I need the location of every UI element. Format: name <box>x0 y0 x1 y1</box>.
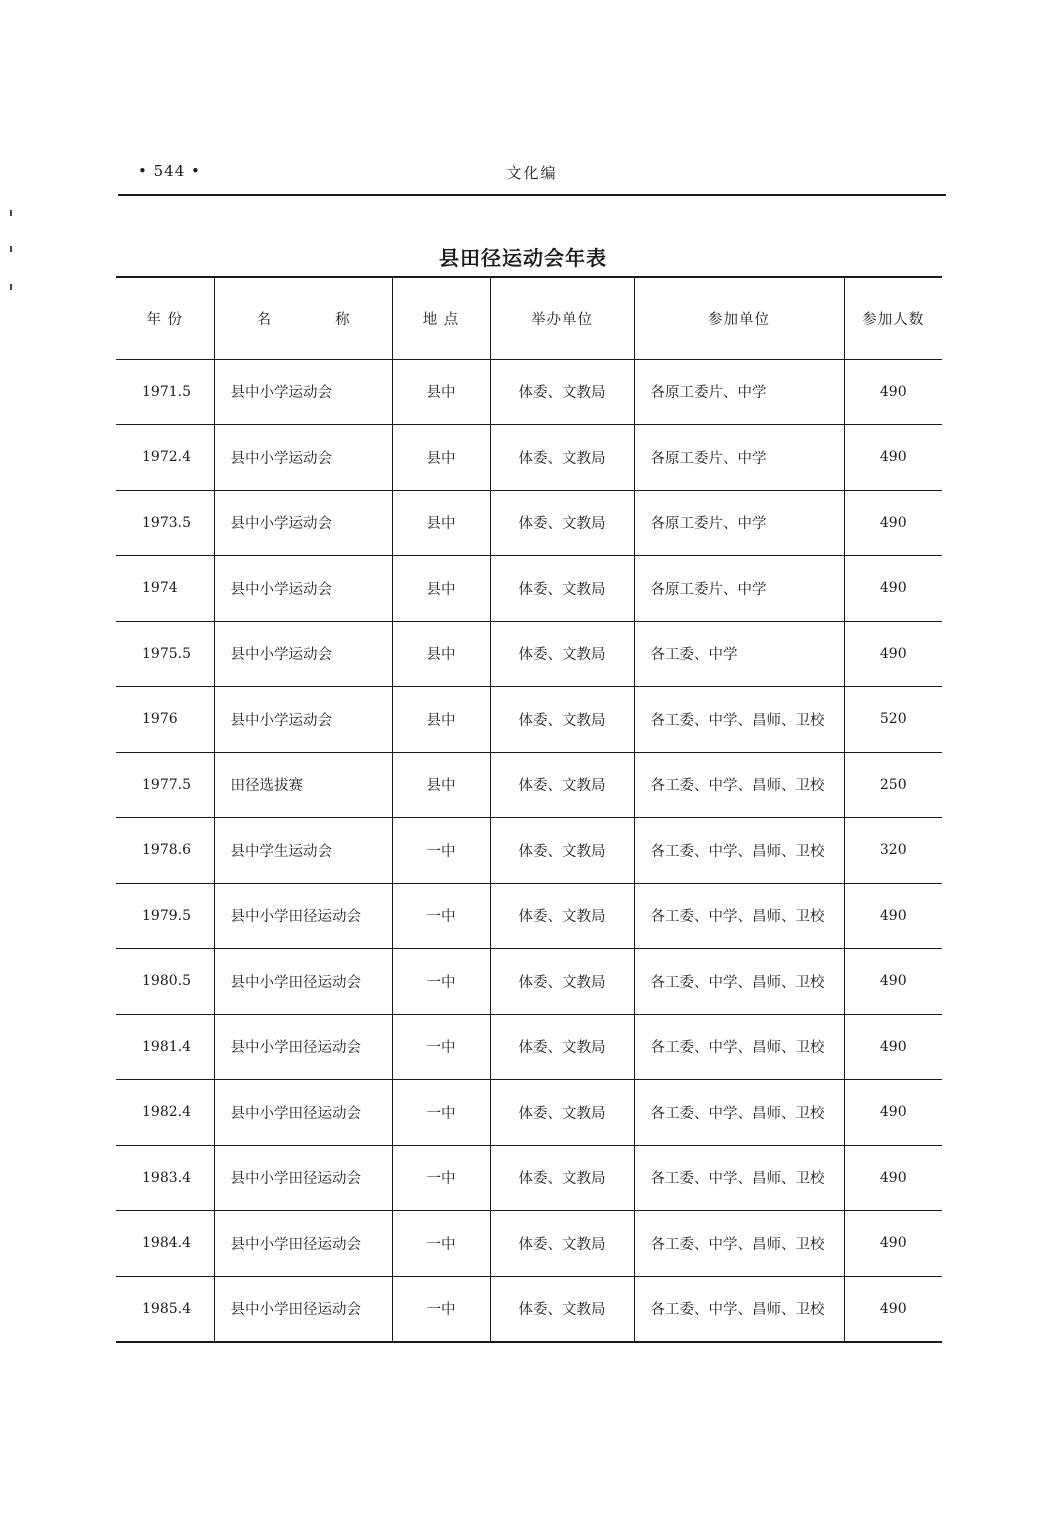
table-row <box>116 556 942 622</box>
count-cell: 490 <box>844 1014 942 1080</box>
table-row <box>116 752 942 818</box>
organizer-cell: 体委、文教局 <box>490 1276 634 1342</box>
name-cell: 县中小学运动会 <box>214 687 392 753</box>
participants-cell: 各原工委片、中学 <box>634 359 844 425</box>
page-number: • 544 • <box>138 162 201 180</box>
count-cell: 490 <box>844 490 942 556</box>
track-meet-table <box>116 276 942 1343</box>
column-header-name-text <box>215 308 392 329</box>
place-cell: 一中 <box>392 1276 490 1342</box>
table-row <box>116 1080 942 1146</box>
year-cell: 1976 <box>116 687 214 753</box>
table-row <box>116 1276 942 1342</box>
organizer-cell: 体委、文教局 <box>490 818 634 884</box>
name-cell: 县中小学田径运动会 <box>214 883 392 949</box>
name-cell: 县中小学运动会 <box>214 556 392 622</box>
scan-mark <box>10 284 12 290</box>
participants-cell: 各工委、中学、昌师、卫校 <box>634 687 844 753</box>
year-cell: 1983.4 <box>116 1145 214 1211</box>
participants-cell: 各工委、中学、昌师、卫校 <box>634 949 844 1015</box>
column-header-name <box>214 277 392 359</box>
count-cell: 490 <box>844 1276 942 1342</box>
year-cell: 1980.5 <box>116 949 214 1015</box>
place-cell: 县中 <box>392 556 490 622</box>
count-cell: 490 <box>844 1211 942 1277</box>
scan-mark <box>10 210 12 216</box>
page-header <box>118 160 946 196</box>
column-header-place: 地 点 <box>392 277 490 359</box>
column-header-year: 年 份 <box>116 277 214 359</box>
table-row <box>116 359 942 425</box>
table-row <box>116 621 942 687</box>
participants-cell: 各工委、中学、昌师、卫校 <box>634 1211 844 1277</box>
count-cell: 490 <box>844 883 942 949</box>
table-row <box>116 818 942 884</box>
organizer-cell: 体委、文教局 <box>490 883 634 949</box>
place-cell: 一中 <box>392 883 490 949</box>
count-cell: 320 <box>844 818 942 884</box>
organizer-cell: 体委、文教局 <box>490 425 634 491</box>
name-cell: 县中小学运动会 <box>214 359 392 425</box>
name-cell: 县中小学田径运动会 <box>214 1276 392 1342</box>
table-row <box>116 883 942 949</box>
table-container <box>116 276 942 1343</box>
participants-cell: 各工委、中学、昌师、卫校 <box>634 883 844 949</box>
year-cell: 1975.5 <box>116 621 214 687</box>
place-cell: 县中 <box>392 359 490 425</box>
participants-cell: 各工委、中学、昌师、卫校 <box>634 1014 844 1080</box>
participants-cell: 各工委、中学、昌师、卫校 <box>634 1276 844 1342</box>
organizer-cell: 体委、文教局 <box>490 359 634 425</box>
place-cell: 一中 <box>392 1014 490 1080</box>
column-header-name-char: 称 <box>335 311 350 328</box>
count-cell: 490 <box>844 949 942 1015</box>
section-title: 文化编 <box>506 164 558 182</box>
place-cell: 县中 <box>392 490 490 556</box>
table-row <box>116 1211 942 1277</box>
name-cell: 县中小学运动会 <box>214 425 392 491</box>
participants-cell: 各原工委片、中学 <box>634 490 844 556</box>
organizer-cell: 体委、文教局 <box>490 1014 634 1080</box>
table-row <box>116 1014 942 1080</box>
organizer-cell: 体委、文教局 <box>490 752 634 818</box>
column-header-count: 参加人数 <box>844 277 942 359</box>
year-cell: 1972.4 <box>116 425 214 491</box>
name-cell: 县中小学田径运动会 <box>214 1211 392 1277</box>
organizer-cell: 体委、文教局 <box>490 1211 634 1277</box>
count-cell: 490 <box>844 556 942 622</box>
year-cell: 1971.5 <box>116 359 214 425</box>
year-cell: 1984.4 <box>116 1211 214 1277</box>
place-cell: 县中 <box>392 425 490 491</box>
place-cell: 县中 <box>392 687 490 753</box>
year-cell: 1982.4 <box>116 1080 214 1146</box>
place-cell: 一中 <box>392 949 490 1015</box>
participants-cell: 各原工委片、中学 <box>634 556 844 622</box>
place-cell: 县中 <box>392 621 490 687</box>
organizer-cell: 体委、文教局 <box>490 949 634 1015</box>
name-cell: 县中小学运动会 <box>214 621 392 687</box>
table-row <box>116 1145 942 1211</box>
name-cell: 县中小学田径运动会 <box>214 1014 392 1080</box>
organizer-cell: 体委、文教局 <box>490 1080 634 1146</box>
place-cell: 一中 <box>392 1211 490 1277</box>
table-row <box>116 687 942 753</box>
name-cell: 田径选拔赛 <box>214 752 392 818</box>
place-cell: 一中 <box>392 1080 490 1146</box>
table-header-row <box>116 277 942 359</box>
year-cell: 1981.4 <box>116 1014 214 1080</box>
participants-cell: 各工委、中学、昌师、卫校 <box>634 1080 844 1146</box>
organizer-cell: 体委、文教局 <box>490 1145 634 1211</box>
count-cell: 490 <box>844 1145 942 1211</box>
name-cell: 县中学生运动会 <box>214 818 392 884</box>
count-cell: 490 <box>844 621 942 687</box>
table-row <box>116 425 942 491</box>
name-cell: 县中小学田径运动会 <box>214 1080 392 1146</box>
participants-cell: 各工委、中学 <box>634 621 844 687</box>
table-row <box>116 949 942 1015</box>
organizer-cell: 体委、文教局 <box>490 556 634 622</box>
participants-cell: 各工委、中学、昌师、卫校 <box>634 752 844 818</box>
year-cell: 1979.5 <box>116 883 214 949</box>
name-cell: 县中小学运动会 <box>214 490 392 556</box>
column-header-organizer: 举办单位 <box>490 277 634 359</box>
place-cell: 县中 <box>392 752 490 818</box>
count-cell: 250 <box>844 752 942 818</box>
name-cell: 县中小学田径运动会 <box>214 1145 392 1211</box>
participants-cell: 各工委、中学、昌师、卫校 <box>634 1145 844 1211</box>
count-cell: 490 <box>844 359 942 425</box>
count-cell: 490 <box>844 425 942 491</box>
place-cell: 一中 <box>392 818 490 884</box>
participants-cell: 各原工委片、中学 <box>634 425 844 491</box>
scan-mark <box>10 246 12 252</box>
year-cell: 1973.5 <box>116 490 214 556</box>
year-cell: 1978.6 <box>116 818 214 884</box>
place-cell: 一中 <box>392 1145 490 1211</box>
organizer-cell: 体委、文教局 <box>490 687 634 753</box>
column-header-participants: 参加单位 <box>634 277 844 359</box>
year-cell: 1974 <box>116 556 214 622</box>
table-title: 县田径运动会年表 <box>439 246 607 270</box>
count-cell: 520 <box>844 687 942 753</box>
count-cell: 490 <box>844 1080 942 1146</box>
table-row <box>116 490 942 556</box>
year-cell: 1977.5 <box>116 752 214 818</box>
organizer-cell: 体委、文教局 <box>490 490 634 556</box>
column-header-name-char: 名 <box>256 311 271 328</box>
year-cell: 1985.4 <box>116 1276 214 1342</box>
name-cell: 县中小学田径运动会 <box>214 949 392 1015</box>
organizer-cell: 体委、文教局 <box>490 621 634 687</box>
participants-cell: 各工委、中学、昌师、卫校 <box>634 818 844 884</box>
table-body <box>116 359 942 1342</box>
